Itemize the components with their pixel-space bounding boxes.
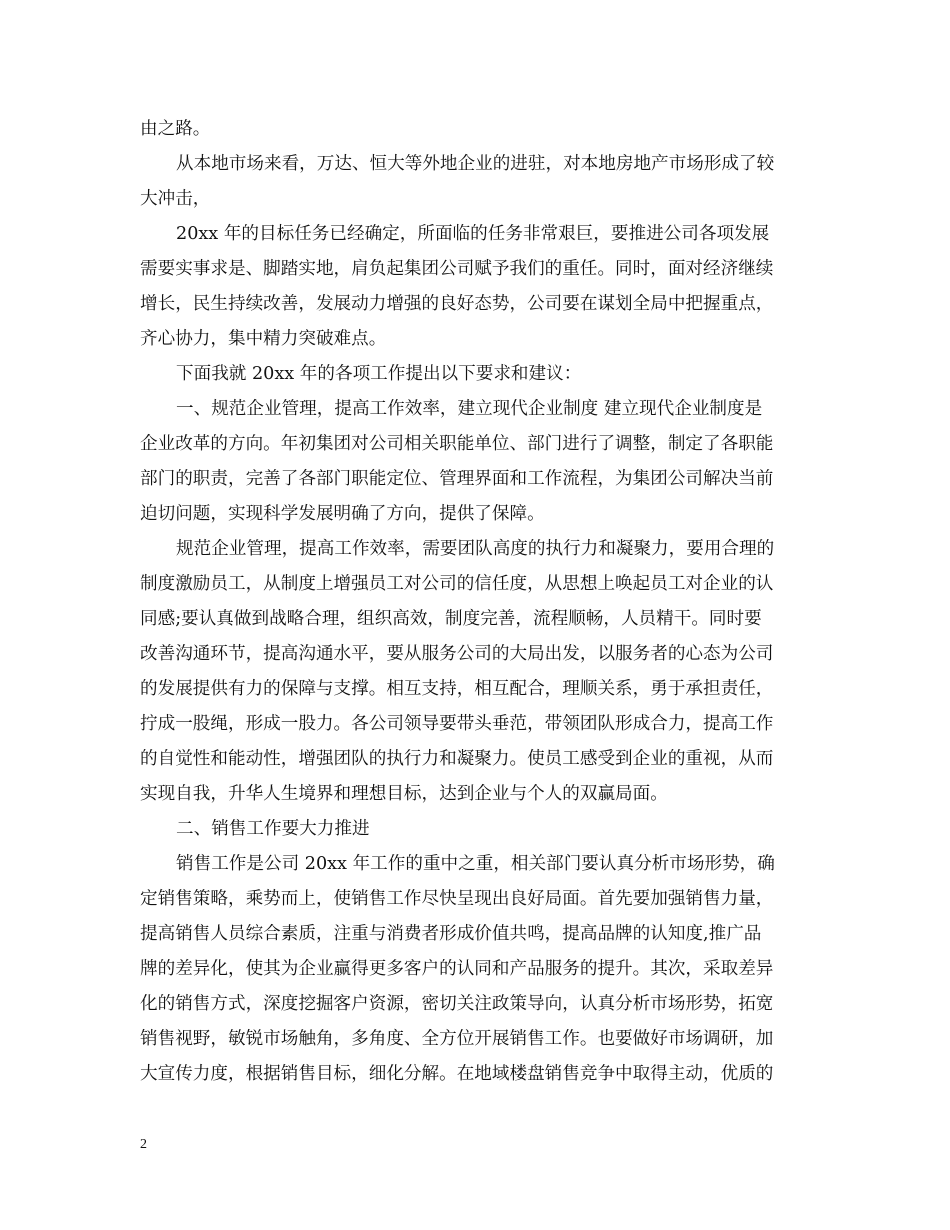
text-line: 同感;要认真做到战略合理，组织高效，制度完善，流程顺畅，人员精干。同时要 xyxy=(140,609,762,629)
text-line: 的自觉性和能动性，增强团队的执行力和凝聚力。使员工感受到企业的重视，从而 xyxy=(140,749,774,769)
text-line: 大冲击， xyxy=(140,189,211,209)
text-line: 二、销售工作要大力推进 xyxy=(176,819,370,839)
text-line: 大宣传力度，根据销售目标，细化分解。在地域楼盘销售竞争中取得主动，优质的 xyxy=(140,1064,774,1084)
text-line: 齐心协力，集中精力突破难点。 xyxy=(140,329,387,349)
text-line: 实现自我，升华人生境界和理想目标，达到企业与个人的双赢局面。 xyxy=(140,784,668,804)
text-line: 制度激励员工，从制度上增强员工对公司的信任度，从思想上唤起员工对企业的认 xyxy=(140,574,774,594)
paragraph xyxy=(140,532,812,812)
text-line: 规范企业管理，提高工作效率，需要团队高度的执行力和凝聚力，要用合理的 xyxy=(176,539,775,559)
text-line: 需要实事求是、脚踏实地，肩负起集团公司赋予我们的重任。同时，面对经济继续 xyxy=(140,259,774,279)
text-line: 拧成一股绳，形成一股力。各公司领导要带头垂范，带领团队形成合力，提高工作 xyxy=(140,714,774,734)
page-number: 2 xyxy=(140,1137,147,1152)
text-line: 增长，民生持续改善，发展动力增强的良好态势，公司要在谋划全局中把握重点， xyxy=(140,294,774,314)
text-line: 企业改革的方向。年初集团对公司相关职能单位、部门进行了调整，制定了各职能 xyxy=(140,434,774,454)
paragraph xyxy=(140,357,812,392)
text-line: 销售工作是公司 20xx 年工作的重中之重，相关部门要认真分析市场形势，确 xyxy=(176,854,775,874)
text-line: 的发展提供有力的保障与支撑。相互支持，相互配合，理顺关系，勇于承担责任， xyxy=(140,679,774,699)
paragraph xyxy=(140,217,812,357)
text-line: 牌的差异化，使其为企业赢得更多客户的认同和产品服务的提升。其次，采取差异 xyxy=(140,959,774,979)
paragraph xyxy=(140,112,812,147)
text-line: 销售视野，敏锐市场触角，多角度、全方位开展销售工作。也要做好市场调研，加 xyxy=(140,1029,774,1049)
text-line: 部门的职责，完善了各部门职能定位、管理界面和工作流程，为集团公司解决当前 xyxy=(140,469,774,489)
body-text xyxy=(140,112,812,1092)
text-line: 从本地市场来看，万达、恒大等外地企业的进驻，对本地房地产市场形成了较 xyxy=(176,154,775,174)
text-line: 定销售策略，乘势而上，使销售工作尽快呈现出良好局面。首先要加强销售力量， xyxy=(140,889,774,909)
text-line: 提高销售人员综合素质，注重与消费者形成价值共鸣，提高品牌的认知度,推广品 xyxy=(140,924,762,944)
paragraph xyxy=(140,812,812,847)
text-line: 改善沟通环节，提高沟通水平，要从服务公司的大局出发，以服务者的心态为公司 xyxy=(140,644,774,664)
text-line: 迫切问题，实现科学发展明确了方向，提供了保障。 xyxy=(140,504,545,524)
text-line: 由之路。 xyxy=(140,119,211,139)
paragraph xyxy=(140,847,812,1092)
text-line: 下面我就 20xx 年的各项工作提出以下要求和建议： xyxy=(176,364,582,384)
paragraph xyxy=(140,392,812,532)
paragraph xyxy=(140,147,812,217)
text-line: 20xx 年的目标任务已经确定，所面临的任务非常艰巨，要推进公司各项发展 xyxy=(176,224,770,244)
text-line: 一、规范企业管理，提高工作效率，建立现代企业制度 建立现代企业制度是 xyxy=(176,399,763,419)
text-line: 化的销售方式，深度挖掘客户资源，密切关注政策导向，认真分析市场形势，拓宽 xyxy=(140,994,774,1014)
